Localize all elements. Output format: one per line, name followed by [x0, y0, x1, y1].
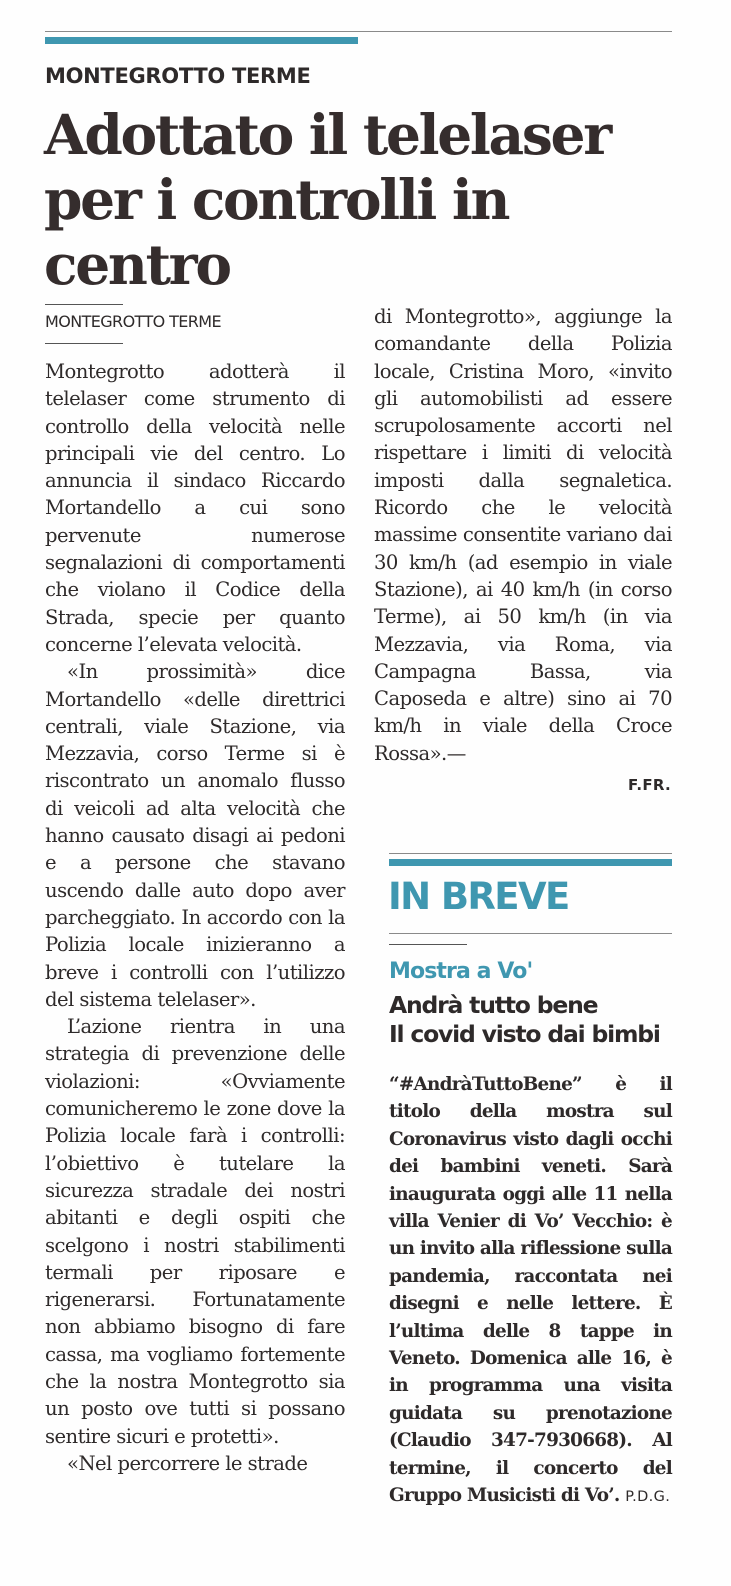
article-paragraph: Montegrotto adotterà il telelaser come strumento di controllo della velocità nelle principali vie del centro. Lo annuncia il sindaco Riccardo Mortandello a cui sono pervenute numerose segnalazioni di comportamenti che violano il Codice della Strada, specie per quanto concerne l’elevata velocità. — [45, 360, 345, 656]
article-paragraph: «Nel percorrere le strade — [67, 1451, 308, 1475]
article-paragraph: «In prossimità» dice Mortandello «delle direttrici centrali, viale Stazione, via Mezzavia, corso Terme si è riscontrato un anomalo flusso di veicoli ad alta velocità che hanno causato disagi ai pedoni e a persone che stavano uscendo dalle auto dopo aver parcheggiato. In accordo con la Polizia locale inizieranno a breve i controlli con l’utilizzo del sistema telelaser». — [45, 660, 345, 1011]
article-headline — [44, 102, 704, 297]
brief-accent-bar — [389, 859, 672, 866]
brief-author-initials: P.D.G. — [625, 1489, 671, 1506]
top-rule — [45, 31, 672, 32]
article-column-left — [45, 358, 345, 1477]
article-author-initials: F.FR. — [627, 776, 671, 794]
article-column-right — [374, 303, 672, 767]
article-kicker: MONTEGROTTO TERME — [45, 64, 311, 88]
brief-headline-line-2: Il covid visto dai bimbi — [389, 1020, 660, 1048]
dateline-rule-top — [45, 304, 123, 305]
headline-line-1: Adottato il telelaser — [44, 102, 610, 167]
article-paragraph: L’azione rientra in una strategia di prevenzione delle violazioni: «Ovviamente comunicheremo le zone dove la Polizia locale farà i controlli: l’obiettivo è tutelare la sicurezza stradale dei nostri abitanti e degli ospiti che scelgono i nostri stabilimenti termali per riposare e rigenerarsi. Fortunatamente non abbiamo bisogno di fare cassa, ma vogliamo fortemente che la nostra Montegrotto sia un posto ove tutti si possano sentire sicuri e protetti». — [45, 1015, 345, 1448]
brief-headline-line-1: Andrà tutto bene — [389, 991, 598, 1019]
brief-title-rule — [389, 933, 672, 934]
brief-headline — [389, 991, 689, 1049]
brief-top-rule — [389, 853, 672, 854]
dateline-rule-bottom — [45, 343, 123, 344]
headline-line-2: per i controlli in centro — [44, 167, 509, 297]
top-accent-bar — [45, 37, 358, 44]
article-paragraph: di Montegrotto», aggiunge la comandante della Polizia locale, Cristina Moro, «invito gli automobilisti ad essere scrupolosamente accorti nel rispettare i limiti di velocità imposti dalla segnaletica. Ricordo che le velocità massime consentite variano dai 30 km/h (ad esempio in viale Stazione), ai 40 km/h (in corso Terme), ai 50 km/h (in via Mezzavia, via Roma, via Campagna Bassa, via Caposeda e altre) sino ai 70 km/h in viale della Croce Rossa».— — [374, 305, 672, 765]
brief-section-title: IN BREVE — [388, 875, 569, 918]
brief-short-rule — [389, 944, 467, 945]
brief-kicker: Mostra a Vo' — [389, 959, 533, 984]
brief-body — [389, 1071, 672, 1512]
brief-body-text: “#AndràTuttoBene” è il titolo della mostra sul Coronavirus visto dagli occhi dei bambini veneti. Sarà inaugurata oggi alle 11 nella villa Venier di Vo’ Vecchio: è un invito alla riflessione sulla pandemia, raccontata nei disegni e nelle lettere. È l’ultima delle 8 tappe in Veneto. Domenica alle 16, è in programma una visita guidata su prenotazione (Claudio 347-7930668). Al termine, il concerto del Gruppo Musicisti di Vo’. — [389, 1074, 672, 1507]
article-dateline: MONTEGROTTO TERME — [45, 312, 222, 331]
